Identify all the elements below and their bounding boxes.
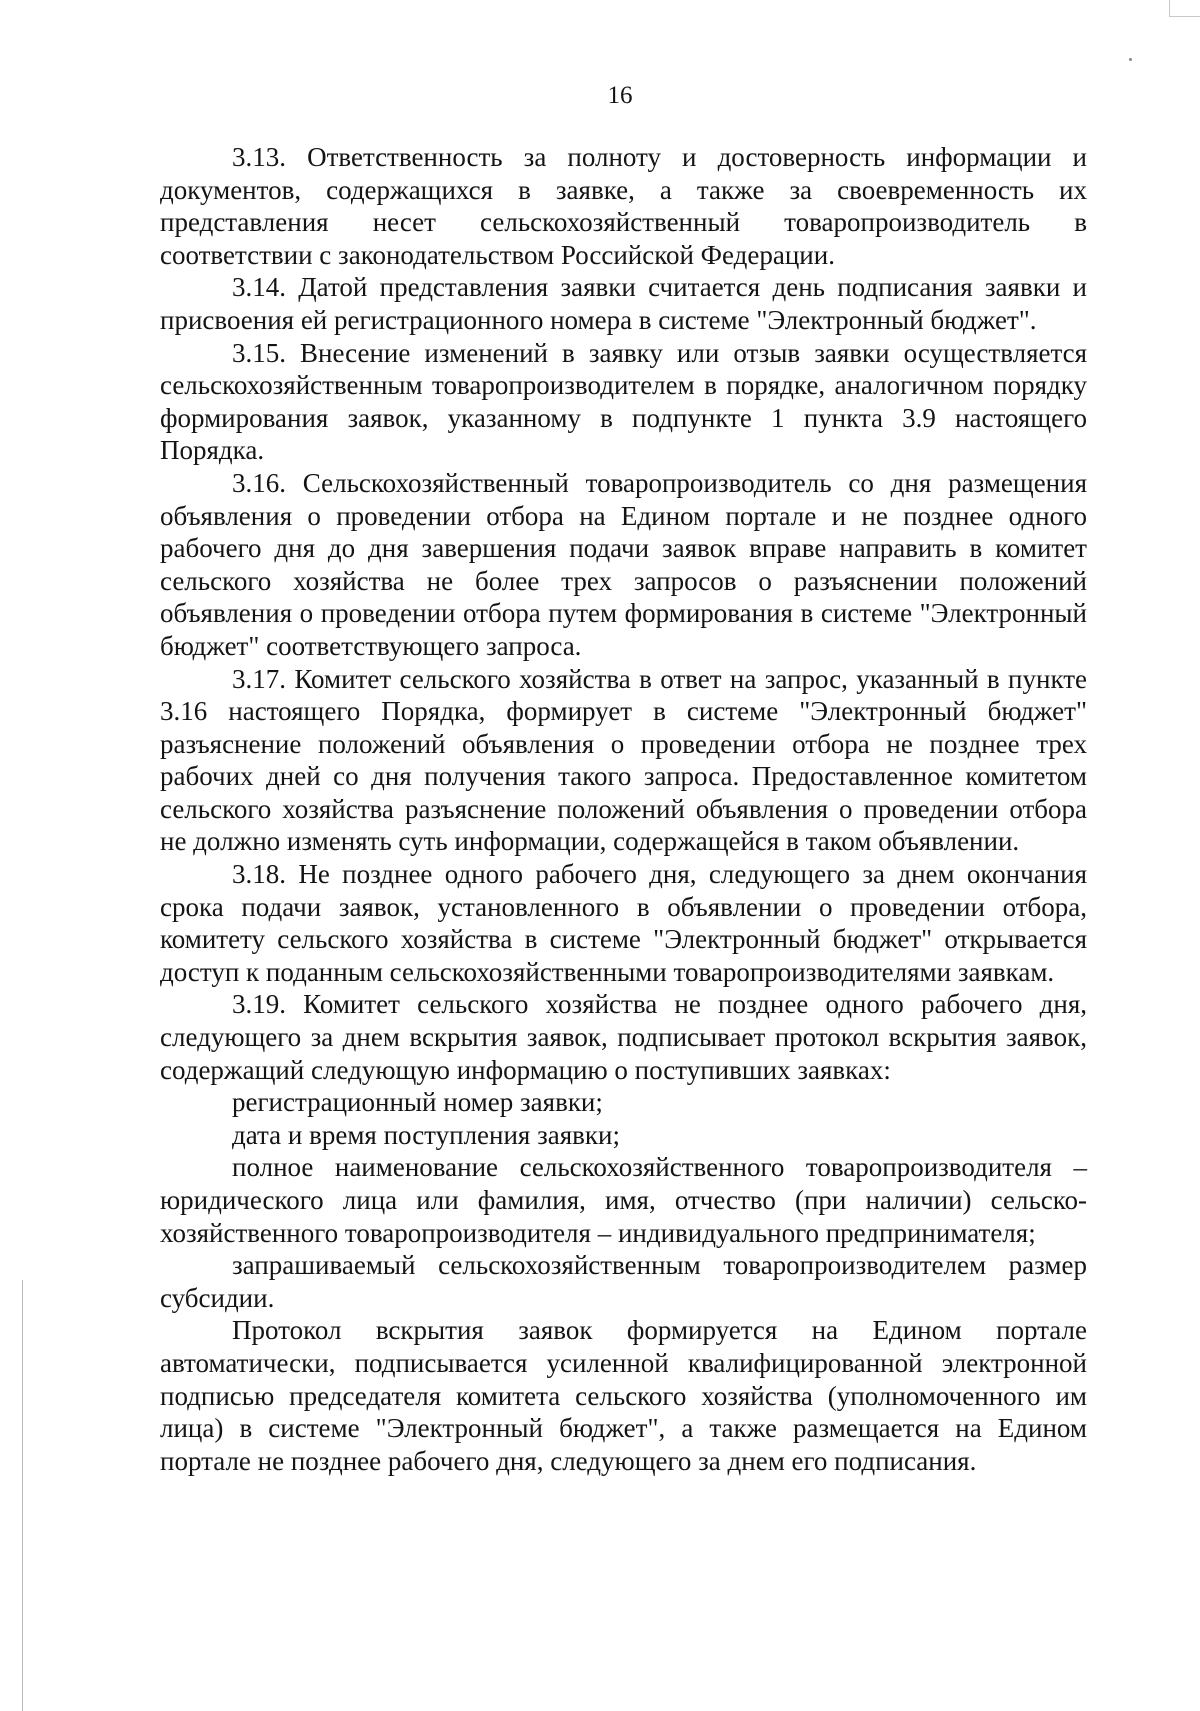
list-item-full-name: полное наименование сельскохозяйственного товаропроизводителя – юридического лица или фамилия, имя, отчество (при наличии) сельскохозяйственного товаропроизводителя – индивидуального предпринимателя; xyxy=(160,1152,1087,1248)
list-item-registration-number: регистрационный номер заявки; xyxy=(232,1087,603,1118)
paragraph-3-19: 3.19. Комитет сельского хозяйства не позднее одного рабочего дня, следующего за днем вскрытия заявок, подписывает протокол вскрытия заявок, содержащий следующую информацию о поступивших заявках: xyxy=(160,989,1087,1085)
paragraph-3-16: 3.16. Сельскохозяйственный товаропроизводитель со дня размещения объявления о проведении отбора на Едином портале и не позднее одного рабочего дня до дня завершения подачи заявок вправе направить в комитет сельского хозяйства не более трех запросов о разъяснении положений объявления о проведении отбора путем формирования в системе "Электронный бюджет" соответствующего запроса. xyxy=(160,467,1087,661)
paragraph-3-18: 3.18. Не позднее одного рабочего дня, следующего за днем окончания срока подачи заявок, установленного в объявлении о проведении отбора, комитету сельского хозяйства в системе "Электронный бюджет" открывается доступ к поданным сельскохозяйственными товаропроизводителями заявкам. xyxy=(160,859,1087,987)
paragraph-3-17: 3.17. Комитет сельского хозяйства в ответ на запрос, указанный в пункте 3.16 настоящего Порядка, формирует в системе "Электронный бюджет" разъяснение положений объявления о проведении отбора не позднее трех рабочих дней со дня получения такого запроса. Предоставленное комитетом сельского хозяйства разъяснение положений объявления о проведении отбора не должно изменять суть информации, содержащейся в таком объявлении. xyxy=(160,663,1087,857)
scan-speck xyxy=(1129,58,1132,61)
paragraph-3-14: 3.14. Датой представления заявки считается день подписания заявки и присвоения ей регистрационного номера в системе "Электронный бюджет". xyxy=(160,272,1087,335)
page-number: 16 xyxy=(607,82,633,109)
paragraph-protocol: Протокол вскрытия заявок формируется на Едином портале автоматически, подписывается усиленной квалифицированной электронной подписью председателя комитета сельского хозяйства (уполномоченного им лица) в системе "Электронный бюджет", а также размещается на Едином портале не позднее рабочего дня, следующего за днем его подписания. xyxy=(160,1315,1087,1476)
document-body xyxy=(160,141,1087,1477)
scan-edge-mark xyxy=(1169,0,1200,17)
list-item-subsidy-amount: запрашиваемый сельскохозяйственным товаропроизводителем размер субсидии. xyxy=(160,1250,1087,1313)
list-item-date-time: дата и время поступления заявки; xyxy=(232,1119,620,1150)
paragraph-3-15: 3.15. Внесение изменений в заявку или отзыв заявки осуществляется сельскохозяйственным товаропроизводителем в порядке, аналогичном порядку формирования заявок, указанному в подпункте 1 пункта 3.9 настоящего Порядка. xyxy=(160,337,1087,466)
paragraph-3-13: 3.13. Ответственность за полноту и достоверность информации и документов, содержащихся в заявке, а также за своевременность их представления несет сельскохозяйственный товаропроизводитель в соответствии с законодательством Российской Федерации. xyxy=(160,142,1087,270)
scan-edge-line xyxy=(22,1280,23,1711)
